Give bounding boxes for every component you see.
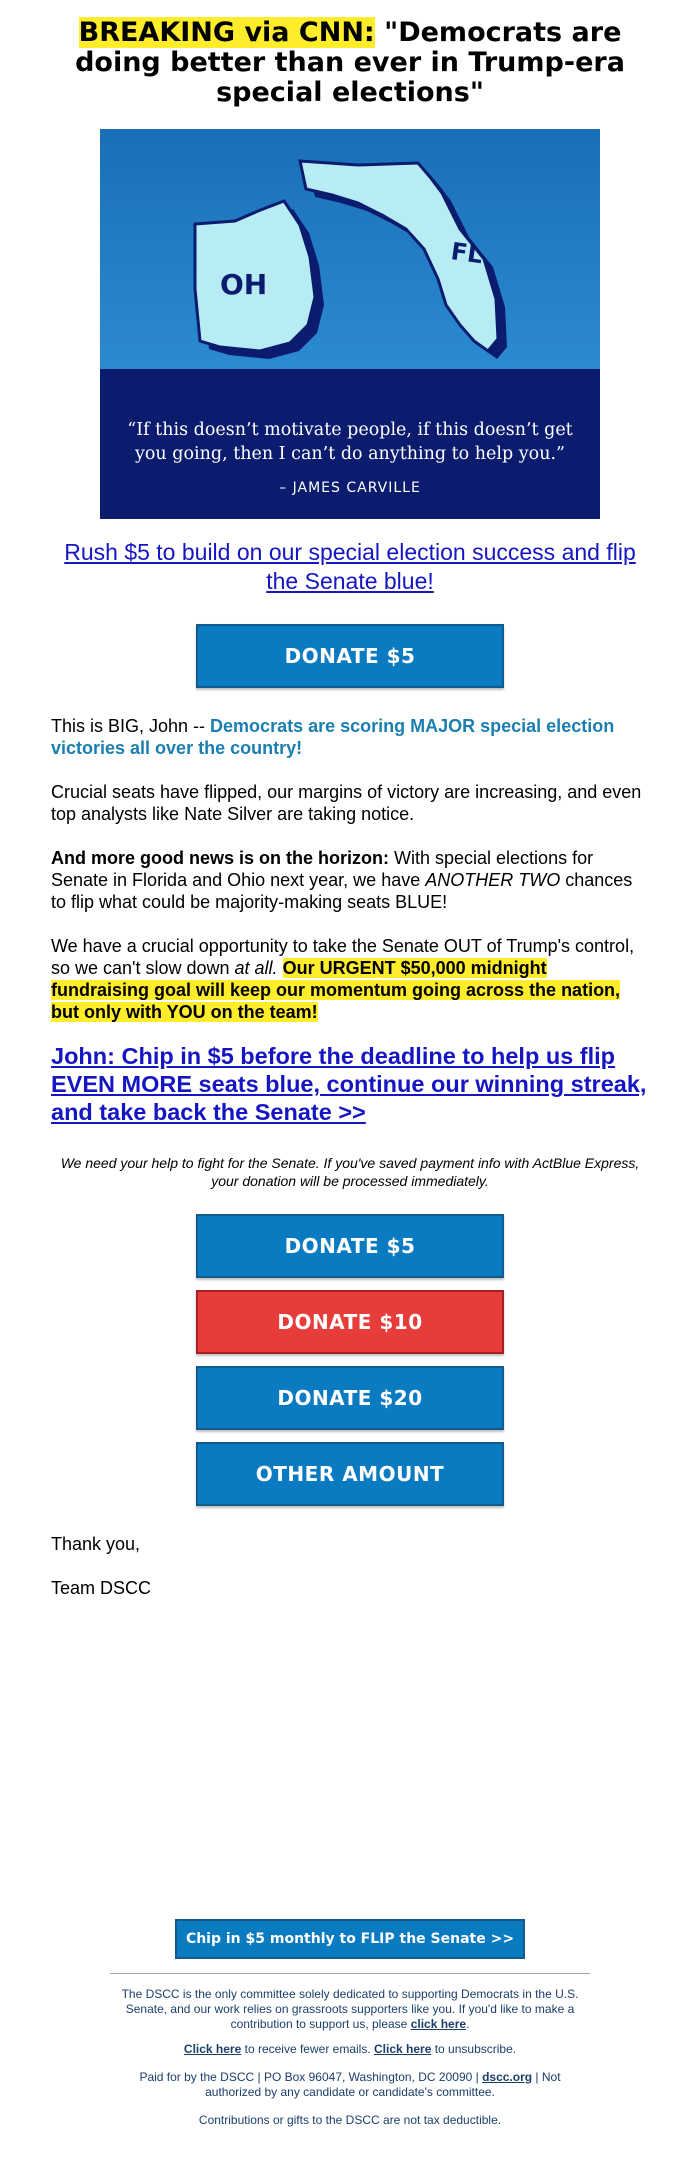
florida-label: FL: [449, 237, 485, 270]
hero-image[interactable]: [100, 129, 600, 519]
paid-for-text-a: Paid for by the DSCC | PO Box 96047, Washington, DC 20090 |: [139, 2070, 483, 2084]
headline-quote: "Democrats are doing better than ever in Trump-era special elections": [75, 17, 625, 108]
paragraph-seats: Crucial seats have flipped, our margins of victory are increasing, and even top analysts like Nate Silver are taking notice.: [51, 782, 642, 824]
footer-tax-note: Contributions or gifts to the DSCC are not tax deductible.: [198, 2113, 502, 2127]
paragraph-intro: [51, 715, 649, 759]
paid-for-text-b: | Not authorized by any candidate or candidate's committee.: [205, 2070, 561, 2099]
donate-10-button[interactable]: DONATE $10: [196, 1290, 504, 1354]
footer-contribute-link[interactable]: click here: [410, 2017, 467, 2031]
good-news-bold: And more good news is on the horizon:: [51, 848, 389, 868]
donate-20-button[interactable]: DONATE $20: [196, 1366, 504, 1430]
chip-in-cta-link[interactable]: John: Chip in $5 before the deadline to help us flip EVEN MORE seats blue, continue our winning streak, and take back the Senate >>: [51, 1043, 647, 1125]
opportunity-space: [278, 958, 283, 978]
unsubscribe-text: to unsubscribe.: [431, 2042, 517, 2056]
hero-quote-line2: you going, then I can’t do anything to help you.”: [135, 444, 565, 464]
footer-about-end: .: [466, 2017, 470, 2031]
opportunity-highlight: Our URGENT $50,000 midnight fundraising goal will keep our momentum going across the nation, but only with YOU on the team!: [51, 958, 621, 1022]
hero-quote-attribution: – JAMES CARVILLE: [279, 480, 421, 496]
headline-highlight: BREAKING via CNN:: [78, 17, 375, 48]
monthly-donate-button[interactable]: Chip in $5 monthly to FLIP the Senate >>: [175, 1919, 525, 1959]
donate-5-button[interactable]: DONATE $5: [196, 1214, 504, 1278]
footer-paid-for: [110, 2070, 590, 2100]
opportunity-text: We have a crucial opportunity to take the Senate OUT of Trump's control, so we can't slow down: [51, 936, 635, 978]
headline-link[interactable]: Rush $5 to build on our special election success and flip the Senate blue!: [64, 539, 636, 594]
footer-about-text: The DSCC is the only committee solely dedicated to supporting Democrats in the U.S. Senate, and our work relies on grassroots supporters like you. If you'd like to make a contribution to support us, please: [121, 1987, 579, 2031]
actblue-note: We need your help to fight for the Senate. If you've saved payment info with ActBlue Express, your donation will be processed immediately.: [60, 1155, 640, 1189]
fewer-emails-text: to receive fewer emails.: [241, 2042, 374, 2056]
donate-5-button-top[interactable]: DONATE $5: [196, 624, 504, 688]
fewer-emails-link[interactable]: Click here: [183, 2042, 242, 2056]
intro-lead: This is BIG, John --: [51, 716, 211, 736]
good-news-text-a: With special elections for Senate in Florida and Ohio next year, we have: [51, 848, 594, 890]
headline: [60, 18, 640, 108]
footer-email-prefs: [110, 2042, 590, 2057]
other-amount-button[interactable]: OTHER AMOUNT: [196, 1442, 504, 1506]
intro-teal-text: Democrats are scoring MAJOR special election victories all over the country!: [51, 716, 615, 758]
good-news-text-b: chances to flip what could be majority-making seats BLUE!: [51, 870, 633, 912]
signoff-team: Team DSCC: [51, 1578, 152, 1598]
good-news-italic: ANOTHER TWO: [425, 870, 561, 890]
footer-about: [110, 1987, 590, 2032]
opportunity-italic: at all.: [234, 958, 278, 978]
footer-divider: [110, 1973, 590, 1974]
paragraph-opportunity: [51, 935, 649, 1023]
ohio-label: OH: [220, 268, 268, 301]
unsubscribe-link[interactable]: Click here: [374, 2042, 432, 2056]
hero-quote-line1: “If this doesn’t motivate people, if this doesn’t get: [127, 420, 573, 440]
dscc-site-link[interactable]: dscc.org: [482, 2070, 533, 2084]
paragraph-good-news: [51, 847, 649, 913]
signoff-thanks: Thank you,: [51, 1534, 141, 1554]
